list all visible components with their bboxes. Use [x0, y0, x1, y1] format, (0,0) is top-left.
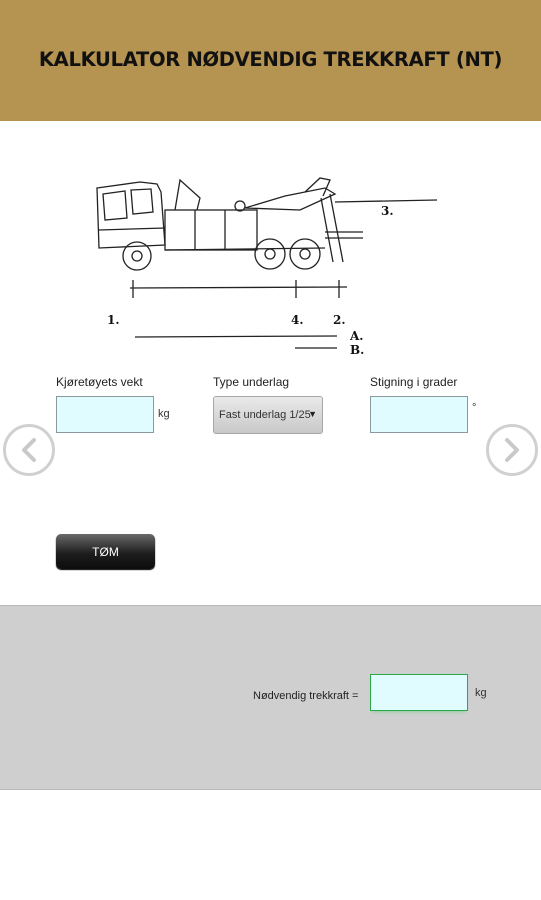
diagram-label-3: 3.	[381, 204, 394, 218]
required-traction-output[interactable]	[370, 674, 468, 711]
tow-truck-diagram	[85, 170, 465, 365]
tow-truck-illustration	[85, 170, 465, 365]
diagram-label-b: B.	[350, 343, 365, 357]
vehicle-weight-label: Kjøretøyets vekt	[56, 375, 143, 389]
vehicle-weight-input[interactable]	[56, 396, 154, 433]
required-traction-unit: kg	[475, 687, 487, 699]
header-bar	[0, 0, 541, 121]
next-page-button[interactable]	[486, 424, 538, 476]
incline-input[interactable]	[370, 396, 468, 433]
diagram-label-a: A.	[350, 329, 364, 343]
diagram-label-1: 1.	[107, 313, 120, 327]
required-traction-label: Nødvendig trekkraft =	[253, 690, 359, 702]
diagram-label-2: 2.	[333, 313, 346, 327]
chevron-right-icon	[500, 436, 524, 464]
previous-page-button[interactable]	[3, 424, 55, 476]
dropdown-arrow-icon: ▼	[308, 409, 317, 419]
incline-unit: °	[472, 402, 477, 414]
surface-type-value: Fast underlag 1/25	[219, 409, 311, 421]
chevron-left-icon	[17, 436, 41, 464]
surface-type-label: Type underlag	[213, 375, 290, 389]
page-title: KALKULATOR NØDVENDIG TREKKRAFT (NT)	[38, 48, 503, 71]
incline-label: Stigning i grader	[370, 375, 458, 389]
clear-button[interactable]: TØM	[56, 534, 155, 569]
surface-type-select[interactable]	[213, 396, 323, 434]
vehicle-weight-unit: kg	[158, 408, 170, 420]
diagram-label-4: 4.	[291, 313, 304, 327]
